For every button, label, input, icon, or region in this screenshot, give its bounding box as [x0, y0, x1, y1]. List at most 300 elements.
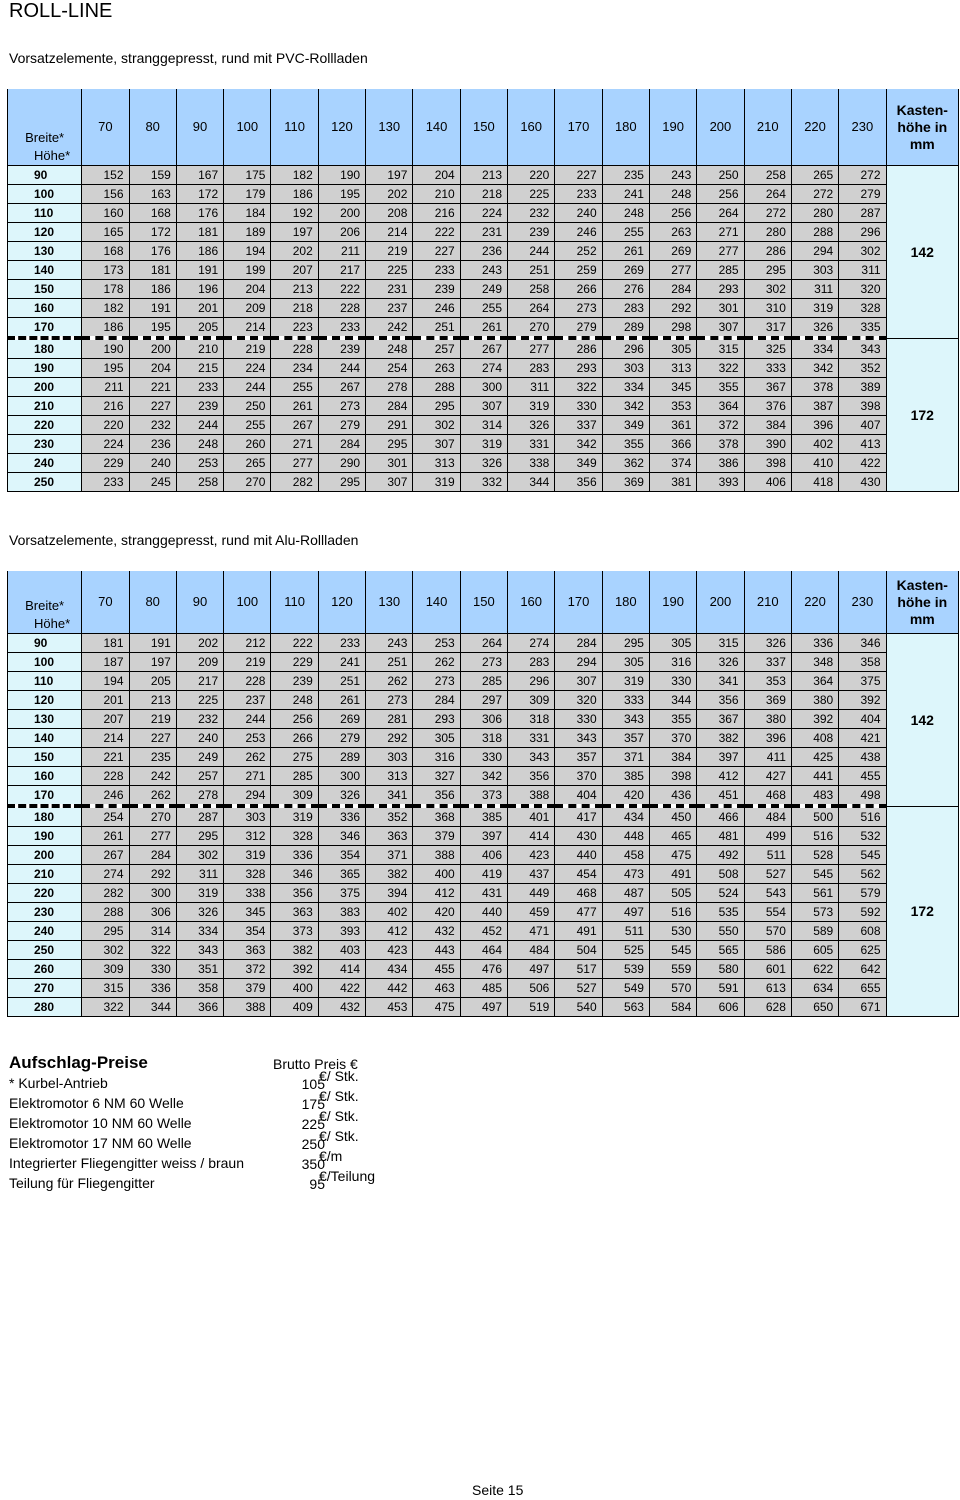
price-cell: 343 [176, 941, 223, 960]
width-header: 160 [508, 571, 555, 634]
price-cell: 349 [602, 416, 649, 435]
price-cell: 235 [602, 166, 649, 185]
price-cell: 573 [791, 903, 838, 922]
price-cell: 256 [697, 185, 744, 204]
price-cell: 280 [744, 223, 791, 242]
table-row [8, 318, 959, 339]
price-cell: 535 [697, 903, 744, 922]
price-cell: 176 [129, 242, 176, 261]
price-cell: 468 [744, 786, 791, 807]
height-label: 230 [8, 435, 82, 454]
corner-breite-label: Breite* [8, 89, 82, 147]
price-cell: 423 [508, 846, 555, 865]
price-cell: 309 [271, 786, 318, 807]
price-cell: 228 [318, 299, 365, 318]
price-cell: 313 [366, 767, 413, 786]
price-cell: 285 [697, 261, 744, 280]
price-cell: 319 [224, 846, 271, 865]
price-cell: 296 [508, 672, 555, 691]
price-cell: 516 [839, 806, 886, 827]
price-cell: 357 [602, 729, 649, 748]
price-cell: 454 [555, 865, 602, 884]
price-cell: 264 [508, 299, 555, 318]
price-cell: 497 [602, 903, 649, 922]
price-cell: 543 [744, 884, 791, 903]
price-cell: 283 [602, 299, 649, 318]
price-cell: 261 [82, 827, 129, 846]
price-cell: 352 [839, 359, 886, 378]
price-cell: 204 [413, 166, 460, 185]
price-cell: 197 [129, 653, 176, 672]
price-cell: 194 [224, 242, 271, 261]
price-cell: 307 [366, 473, 413, 492]
price-cell: 430 [555, 827, 602, 846]
price-cell: 277 [649, 261, 696, 280]
price-cell: 366 [649, 435, 696, 454]
price-cell: 220 [508, 166, 555, 185]
price-cell: 190 [82, 338, 129, 359]
price-cell: 440 [460, 903, 507, 922]
width-header: 180 [602, 571, 649, 634]
width-header: 200 [697, 89, 744, 166]
page-number: Seite 15 [472, 1482, 524, 1498]
price-cell: 250 [224, 397, 271, 416]
kastenhoehe-value: 142 [886, 166, 958, 339]
price-cell: 549 [602, 979, 649, 998]
price-cell: 465 [649, 827, 696, 846]
price-cell: 272 [791, 185, 838, 204]
price-cell: 364 [791, 672, 838, 691]
price-cell: 269 [318, 710, 365, 729]
price-cell: 240 [176, 729, 223, 748]
price-cell: 431 [460, 884, 507, 903]
price-cell: 208 [366, 204, 413, 223]
price-cell: 326 [460, 454, 507, 473]
price-cell: 332 [460, 473, 507, 492]
price-cell: 228 [82, 767, 129, 786]
price-cell: 506 [508, 979, 555, 998]
price-cell: 608 [839, 922, 886, 941]
price-cell: 348 [791, 653, 838, 672]
height-label: 160 [8, 299, 82, 318]
height-label: 220 [8, 884, 82, 903]
price-cell: 412 [697, 767, 744, 786]
price-cell: 622 [791, 960, 838, 979]
table-row [8, 827, 959, 846]
price-cell: 258 [744, 166, 791, 185]
price-cell: 584 [649, 998, 696, 1017]
price-cell: 282 [271, 473, 318, 492]
price-cell: 173 [82, 261, 129, 280]
price-cell: 333 [602, 691, 649, 710]
price-cell: 233 [318, 318, 365, 339]
price-cell: 233 [413, 261, 460, 280]
price-cell: 288 [82, 903, 129, 922]
price-cell: 410 [791, 454, 838, 473]
price-cell: 356 [271, 884, 318, 903]
price-cell: 234 [271, 359, 318, 378]
price-cell: 402 [366, 903, 413, 922]
price-cell: 199 [224, 261, 271, 280]
price-cell: 289 [318, 748, 365, 767]
width-header: 70 [82, 571, 129, 634]
price-cell: 213 [271, 280, 318, 299]
corner-hoehe-label: Höhe* [8, 615, 82, 634]
price-cell: 286 [555, 338, 602, 359]
price-cell: 315 [82, 979, 129, 998]
table-row [8, 691, 959, 710]
price-cell: 251 [508, 261, 555, 280]
price-cell: 244 [176, 416, 223, 435]
price-cell: 499 [744, 827, 791, 846]
price-cell: 516 [791, 827, 838, 846]
price-cell: 191 [129, 299, 176, 318]
width-header: 110 [271, 89, 318, 166]
price-cell: 186 [129, 280, 176, 299]
table-row [8, 223, 959, 242]
price-cell: 229 [271, 653, 318, 672]
price-cell: 273 [460, 653, 507, 672]
table-row [8, 767, 959, 786]
width-header: 200 [697, 571, 744, 634]
price-cell: 466 [697, 806, 744, 827]
price-cell: 205 [176, 318, 223, 339]
table-row [8, 397, 959, 416]
price-cell: 265 [224, 454, 271, 473]
price-cell: 388 [413, 846, 460, 865]
price-cell: 386 [697, 454, 744, 473]
price-cell: 326 [508, 416, 555, 435]
price-cell: 194 [82, 672, 129, 691]
price-cell: 195 [318, 185, 365, 204]
price-cell: 358 [839, 653, 886, 672]
price-cell: 312 [224, 827, 271, 846]
width-header: 110 [271, 571, 318, 634]
price-cell: 436 [649, 786, 696, 807]
price-cell: 273 [555, 299, 602, 318]
price-cell: 207 [82, 710, 129, 729]
price-cell: 413 [839, 435, 886, 454]
price-cell: 336 [318, 806, 365, 827]
price-cell: 214 [224, 318, 271, 339]
price-cell: 218 [460, 185, 507, 204]
price-cell: 241 [318, 653, 365, 672]
price-cell: 570 [649, 979, 696, 998]
price-cell: 459 [508, 903, 555, 922]
height-label: 150 [8, 748, 82, 767]
price-cell: 224 [82, 435, 129, 454]
width-header: 190 [649, 571, 696, 634]
width-header: 70 [82, 89, 129, 166]
price-cell: 204 [129, 359, 176, 378]
price-cell: 326 [791, 318, 838, 339]
surcharge-title: Aufschlag-Preise [9, 1053, 148, 1072]
price-cell: 378 [697, 435, 744, 454]
table-row [8, 242, 959, 261]
price-cell: 283 [508, 653, 555, 672]
price-cell: 373 [271, 922, 318, 941]
price-cell: 257 [413, 338, 460, 359]
price-cell: 592 [839, 903, 886, 922]
price-cell: 286 [744, 242, 791, 261]
price-cell: 227 [129, 729, 176, 748]
price-cell: 250 [697, 166, 744, 185]
price-cell: 605 [791, 941, 838, 960]
price-cell: 253 [176, 454, 223, 473]
price-cell: 398 [649, 767, 696, 786]
price-cell: 313 [413, 454, 460, 473]
height-label: 110 [8, 672, 82, 691]
price-cell: 322 [697, 359, 744, 378]
price-cell: 232 [176, 710, 223, 729]
price-cell: 272 [839, 166, 886, 185]
price-cell: 211 [318, 242, 365, 261]
price-cell: 346 [839, 634, 886, 653]
header-row [8, 89, 959, 147]
price-cell: 586 [744, 941, 791, 960]
price-cell: 393 [318, 922, 365, 941]
surcharge-unit: €/ Stk. [319, 1108, 359, 1124]
surcharge-label: Teilung für Fliegengitter [9, 1175, 155, 1191]
price-cell: 219 [224, 338, 271, 359]
price-cell: 570 [744, 922, 791, 941]
price-cell: 246 [82, 786, 129, 807]
table-row [8, 204, 959, 223]
price-cell: 351 [176, 960, 223, 979]
price-cell: 278 [366, 378, 413, 397]
price-cell: 261 [271, 397, 318, 416]
height-label: 100 [8, 653, 82, 672]
price-cell: 264 [744, 185, 791, 204]
price-cell: 314 [129, 922, 176, 941]
price-cell: 222 [271, 634, 318, 653]
width-header: 170 [555, 89, 602, 166]
table-row [8, 473, 959, 492]
price-cell: 284 [413, 691, 460, 710]
price-cell: 452 [460, 922, 507, 941]
price-cell: 309 [508, 691, 555, 710]
table-row [8, 299, 959, 318]
price-cell: 326 [318, 786, 365, 807]
price-cell: 455 [839, 767, 886, 786]
kastenhoehe-header: Kasten-höhe in mm [886, 89, 958, 166]
price-cell: 213 [129, 691, 176, 710]
price-cell: 385 [460, 806, 507, 827]
price-cell: 497 [460, 998, 507, 1017]
table-row [8, 435, 959, 454]
price-cell: 319 [508, 397, 555, 416]
price-cell: 311 [176, 865, 223, 884]
corner-breite-label: Breite* [8, 571, 82, 615]
price-cell: 237 [224, 691, 271, 710]
price-cell: 318 [460, 729, 507, 748]
price-cell: 266 [555, 280, 602, 299]
price-cell: 273 [413, 672, 460, 691]
price-cell: 369 [602, 473, 649, 492]
price-cell: 500 [791, 806, 838, 827]
price-cell: 248 [602, 204, 649, 223]
price-cell: 258 [508, 280, 555, 299]
price-cell: 243 [460, 261, 507, 280]
price-cell: 233 [318, 634, 365, 653]
price-cell: 354 [224, 922, 271, 941]
height-label: 170 [8, 318, 82, 339]
price-cell: 181 [176, 223, 223, 242]
price-cell: 326 [697, 653, 744, 672]
price-cell: 344 [129, 998, 176, 1017]
price-cell: 191 [176, 261, 223, 280]
price-cell: 483 [791, 786, 838, 807]
price-cell: 349 [555, 454, 602, 473]
table-row [8, 378, 959, 397]
price-cell: 251 [413, 318, 460, 339]
price-cell: 285 [271, 767, 318, 786]
price-cell: 262 [413, 653, 460, 672]
price-cell: 411 [744, 748, 791, 767]
price-cell: 277 [697, 242, 744, 261]
width-header: 140 [413, 571, 460, 634]
surcharge-label: Elektromotor 6 NM 60 Welle [9, 1095, 184, 1111]
price-cell: 189 [224, 223, 271, 242]
price-cell: 243 [649, 166, 696, 185]
width-header: 220 [791, 89, 838, 166]
price-cell: 336 [271, 846, 318, 865]
price-cell: 491 [649, 865, 696, 884]
price-cell: 287 [839, 204, 886, 223]
price-cell: 404 [555, 786, 602, 807]
price-cell: 655 [839, 979, 886, 998]
table-row [8, 846, 959, 865]
price-cell: 217 [176, 672, 223, 691]
price-cell: 236 [460, 242, 507, 261]
price-cell: 328 [271, 827, 318, 846]
height-label: 190 [8, 359, 82, 378]
price-cell: 302 [413, 416, 460, 435]
price-cell: 342 [555, 435, 602, 454]
price-cell: 341 [366, 786, 413, 807]
height-label: 90 [8, 634, 82, 653]
price-cell: 613 [744, 979, 791, 998]
price-cell: 287 [176, 806, 223, 827]
price-cell: 371 [366, 846, 413, 865]
price-cell: 382 [366, 865, 413, 884]
price-cell: 266 [271, 729, 318, 748]
price-cell: 253 [224, 729, 271, 748]
price-cell: 517 [555, 960, 602, 979]
price-cell: 357 [555, 748, 602, 767]
price-cell: 438 [839, 748, 886, 767]
price-cell: 380 [744, 710, 791, 729]
price-cell: 279 [555, 318, 602, 339]
price-cell: 248 [649, 185, 696, 204]
price-cell: 563 [602, 998, 649, 1017]
price-cell: 300 [129, 884, 176, 903]
price-cell: 291 [366, 416, 413, 435]
height-label: 120 [8, 691, 82, 710]
price-cell: 207 [271, 261, 318, 280]
price-cell: 202 [366, 185, 413, 204]
price-cell: 282 [82, 884, 129, 903]
price-cell: 355 [649, 710, 696, 729]
price-cell: 306 [129, 903, 176, 922]
table-row [8, 710, 959, 729]
price-cell: 284 [366, 397, 413, 416]
price-cell: 216 [82, 397, 129, 416]
price-cell: 540 [555, 998, 602, 1017]
surcharge-item [9, 1128, 409, 1155]
surcharge-price: 95 [309, 1176, 325, 1192]
price-cell: 301 [697, 299, 744, 318]
price-cell: 302 [176, 846, 223, 865]
price-cell: 261 [460, 318, 507, 339]
price-cell: 328 [224, 865, 271, 884]
table-row [8, 416, 959, 435]
price-cell: 302 [82, 941, 129, 960]
table-row [8, 903, 959, 922]
price-cell: 246 [413, 299, 460, 318]
price-cell: 219 [366, 242, 413, 261]
price-cell: 277 [271, 454, 318, 473]
price-cell: 511 [744, 846, 791, 865]
price-cell: 197 [271, 223, 318, 242]
price-cell: 293 [697, 280, 744, 299]
price-cell: 476 [460, 960, 507, 979]
price-cell: 295 [318, 473, 365, 492]
price-cell: 317 [744, 318, 791, 339]
price-cell: 232 [508, 204, 555, 223]
price-cell: 380 [791, 691, 838, 710]
price-cell: 376 [744, 397, 791, 416]
height-label: 210 [8, 397, 82, 416]
price-cell: 591 [697, 979, 744, 998]
width-header: 210 [744, 89, 791, 166]
price-cell: 288 [791, 223, 838, 242]
height-label: 150 [8, 280, 82, 299]
price-cell: 213 [460, 166, 507, 185]
price-cell: 342 [602, 397, 649, 416]
price-cell: 336 [791, 634, 838, 653]
width-header: 170 [555, 571, 602, 634]
price-cell: 451 [697, 786, 744, 807]
price-cell: 516 [649, 903, 696, 922]
price-cell: 430 [839, 473, 886, 492]
price-cell: 295 [413, 397, 460, 416]
table1-title: Vorsatzelemente, stranggepresst, rund mit PVC-Rollladen [9, 50, 368, 66]
surcharge-unit: €/Teilung [319, 1168, 376, 1184]
price-cell: 392 [791, 710, 838, 729]
price-cell: 225 [508, 185, 555, 204]
price-cell: 160 [82, 204, 129, 223]
price-cell: 186 [82, 318, 129, 339]
price-cell: 277 [129, 827, 176, 846]
price-cell: 217 [318, 261, 365, 280]
price-cell: 204 [224, 280, 271, 299]
price-cell: 477 [555, 903, 602, 922]
price-cell: 369 [744, 691, 791, 710]
price-cell: 334 [602, 378, 649, 397]
price-cell: 363 [271, 903, 318, 922]
surcharge-unit: €/ Stk. [319, 1128, 359, 1144]
price-cell: 449 [508, 884, 555, 903]
price-cell: 319 [176, 884, 223, 903]
price-cell: 302 [744, 280, 791, 299]
header-row [8, 571, 959, 615]
price-cell: 156 [82, 185, 129, 204]
price-cell: 200 [318, 204, 365, 223]
price-cell: 475 [413, 998, 460, 1017]
price-cell: 440 [555, 846, 602, 865]
price-cell: 314 [460, 416, 507, 435]
